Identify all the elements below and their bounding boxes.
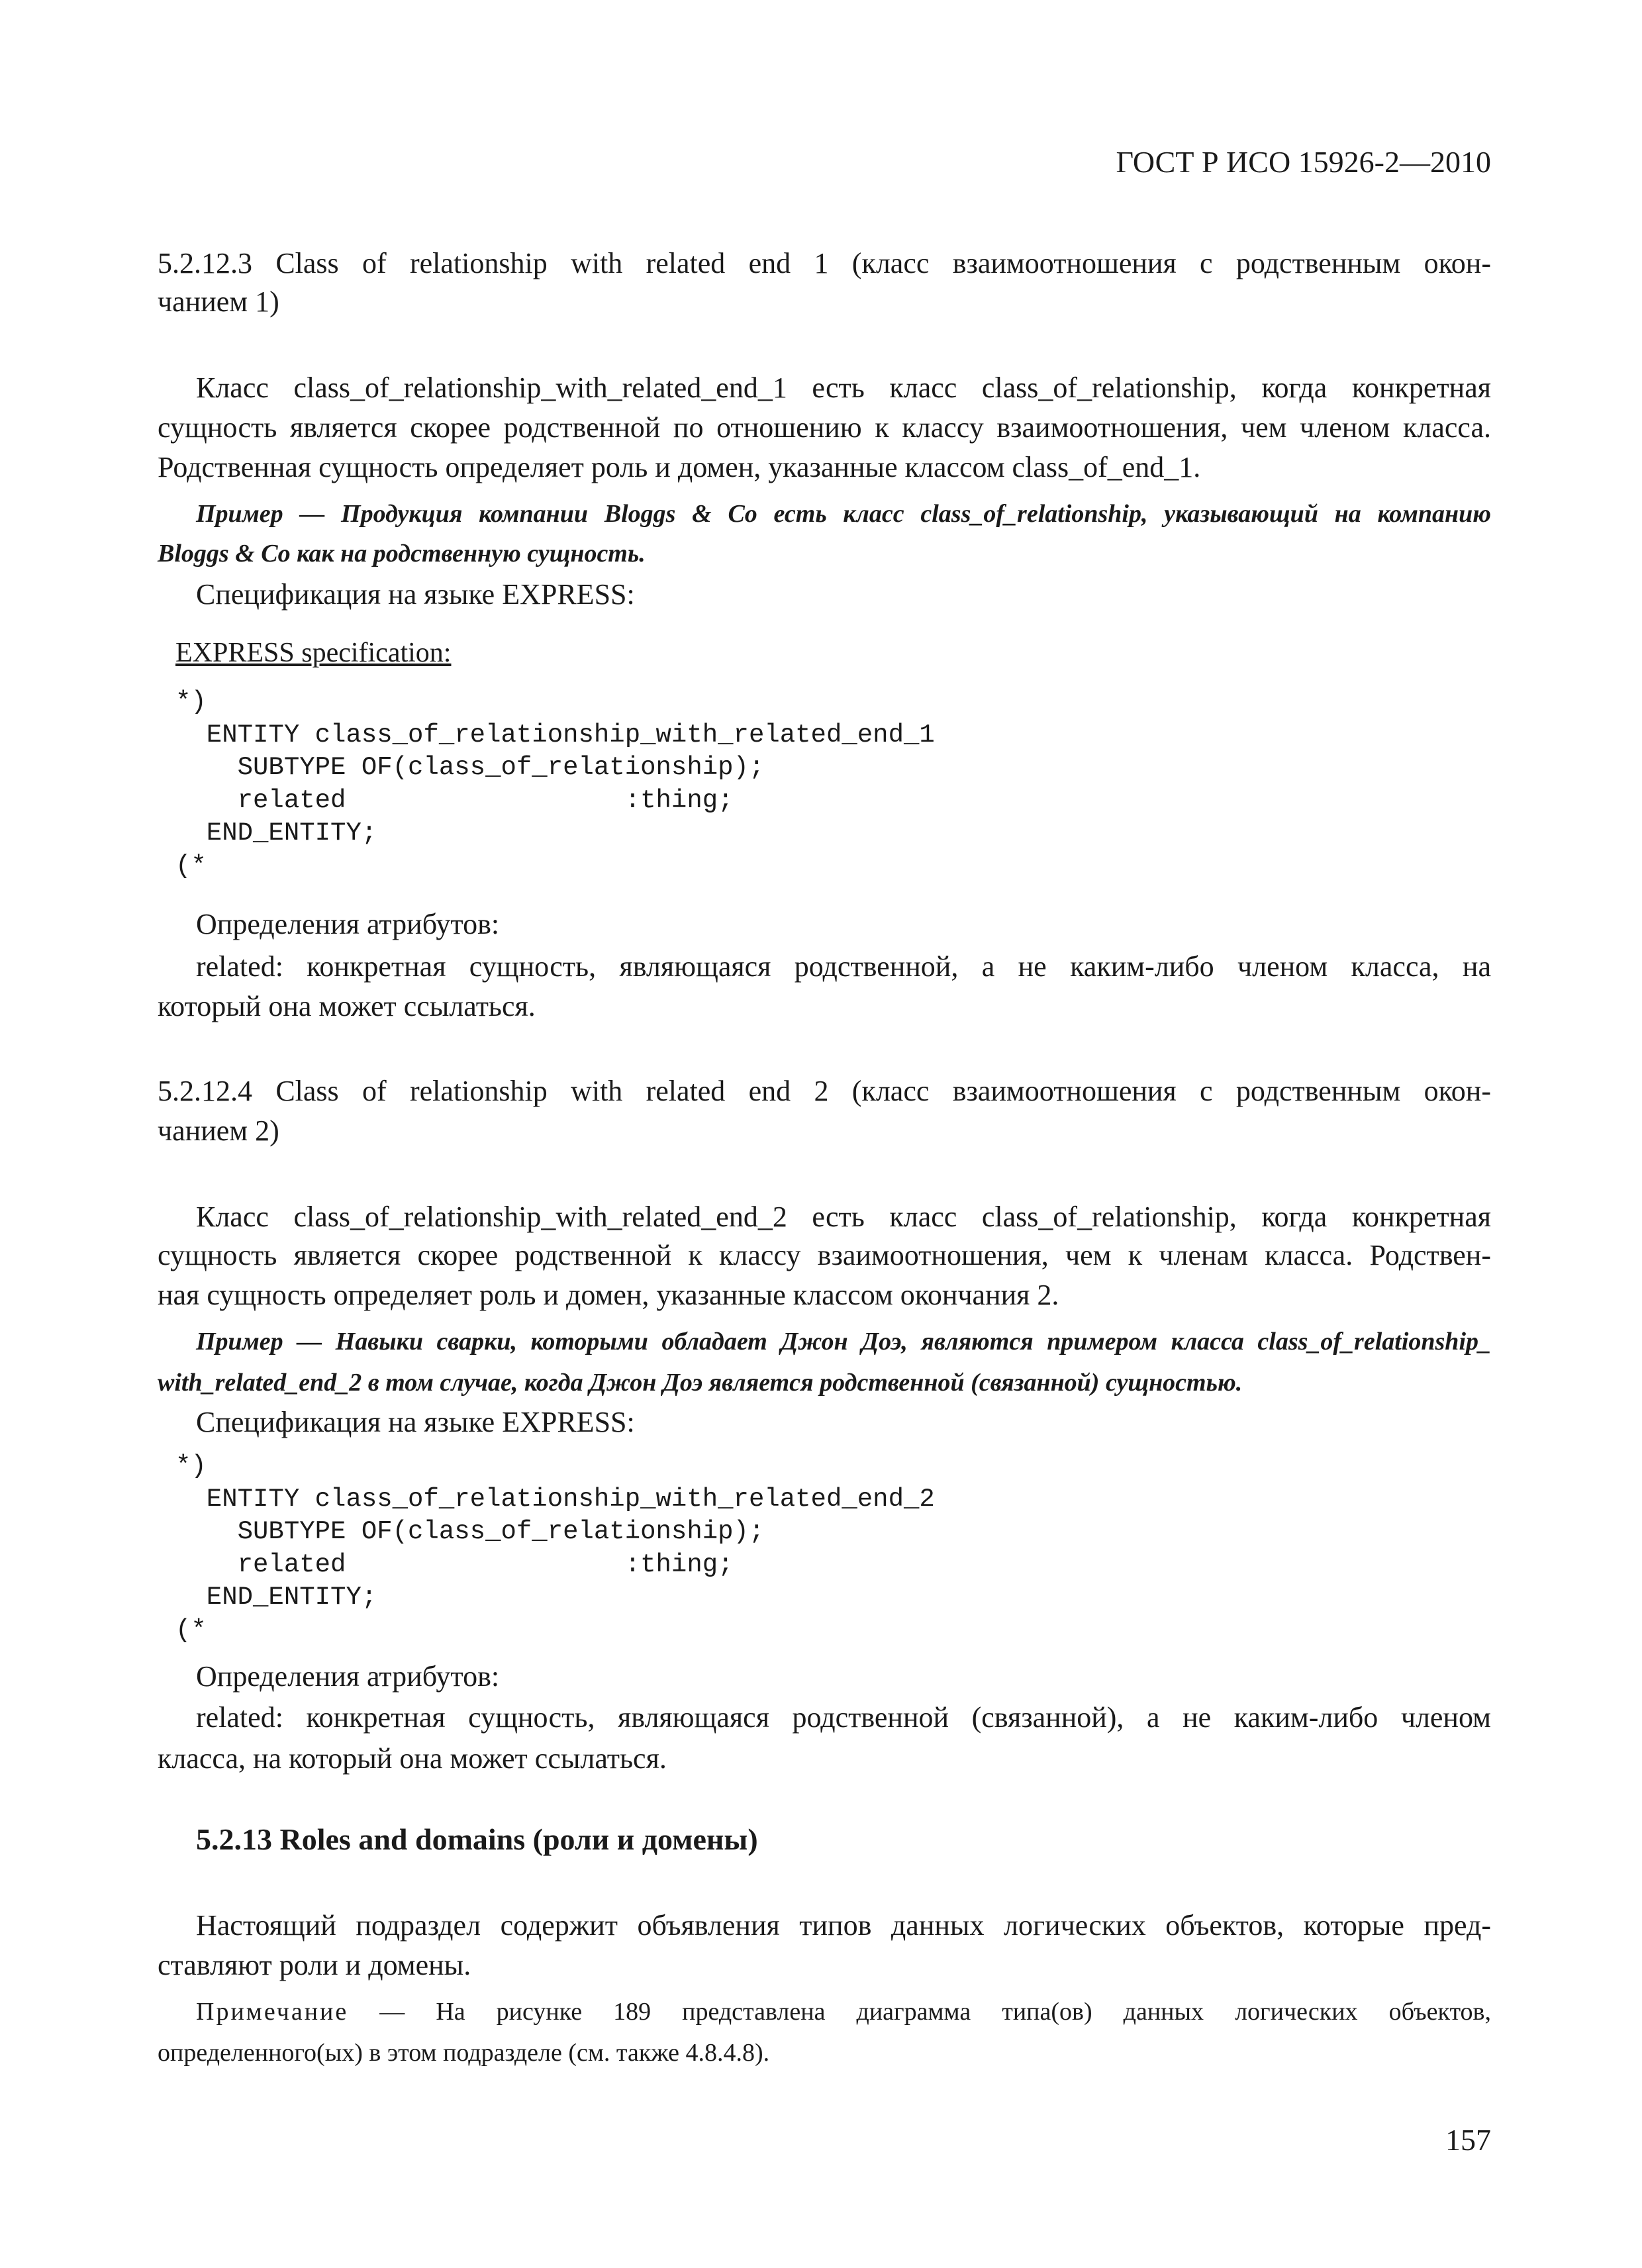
express-spec-heading-ru: Спецификация на языке EXPRESS: [196,578,635,611]
example-line: Пример — Продукция компании Bloggs & Co есть класс class_of_relationship, указывающий на компанию [196,500,1491,528]
note-label: Примечание [196,1998,349,2026]
attribute-definitions-title: Определения атрибутов: [196,908,500,940]
section-title-line-1: 5.2.12.4 Class of relationship with related end 2 (класс взаимоотношения с родственным окон- [158,1075,1491,1107]
express-code-block: *) ENTITY class_of_relationship_with_related_end_1 SUBTYPE OF(class_of_relationship); related :thing; END_ENTITY; (* [175,687,935,881]
attribute-definitions-title: Определения атрибутов: [196,1660,500,1693]
express-code-block: *) ENTITY class_of_relationship_with_related_end_2 SUBTYPE OF(class_of_relationship); related :thing; END_ENTITY; (* [175,1452,935,1645]
paragraph-line: ставляют роли и домены. [158,1949,471,1981]
paragraph-line: Настоящий подраздел содержит объявления типов данных логических объектов, которые пред- [196,1909,1491,1942]
document-standard-number: ГОСТ Р ИСО 15926-2—2010 [1116,145,1491,179]
attribute-definition-line: related: конкретная сущность, являющаяся родственной (связанной), а не каким-либо членом [196,1701,1491,1734]
example-line: Пример — Навыки сварки, которыми обладает Джон Доэ, являются примером класса class_of_relationship_ [196,1328,1491,1356]
section-title-line-1: 5.2.12.3 Class of relationship with related end 1 (класс взаимоотношения с родственным окон- [158,247,1491,279]
attribute-definition-line: related: конкретная сущность, являющаяся родственной, а не каким-либо членом класса, на [196,950,1491,983]
express-spec-heading-en: EXPRESS specification: [175,638,452,668]
example-line: with_related_end_2 в том случае, когда Джон Доэ является родственной (связанной) сущностью. [158,1369,1243,1397]
note-line: определенного(ых) в этом подразделе (см. также 4.8.4.8). [158,2039,770,2067]
attribute-definition-line: класса, на который она может ссылаться. [158,1742,667,1775]
paragraph-line: Класс class_of_relationship_with_related_end_2 есть класс class_of_relationship, когда конкретная [196,1201,1491,1233]
note-line [196,1993,1491,2030]
section-title-line-2: чанием 2) [158,1114,279,1147]
paragraph-line: сущность является скорее родственной к классу взаимоотношения, чем к членам класса. Родствен- [158,1239,1491,1271]
paragraph-line: Класс class_of_relationship_with_related_end_1 есть класс class_of_relationship, когда конкретная [196,371,1491,404]
express-spec-heading-ru: Спецификация на языке EXPRESS: [196,1406,635,1438]
page-number: 157 [1445,2123,1491,2157]
attribute-definition-line: который она может ссылаться. [158,990,536,1022]
paragraph-line: ная сущность определяет роль и домен, указанные классом окончания 2. [158,1279,1059,1311]
note-text: — На рисунке 189 представлена диаграмма типа(ов) данных логических объектов, [348,1998,1491,2026]
example-line: Bloggs & Co как на родственную сущность. [158,540,646,567]
section-title-line-2: чанием 1) [158,285,279,318]
paragraph-line: сущность является скорее родственной по отношению к классу взаимоотношения, чем членом класса. [158,411,1491,444]
paragraph-line: Родственная сущность определяет роль и домен, указанные классом class_of_end_1. [158,451,1201,483]
section-heading: 5.2.13 Roles and domains (роли и домены) [196,1822,758,1856]
